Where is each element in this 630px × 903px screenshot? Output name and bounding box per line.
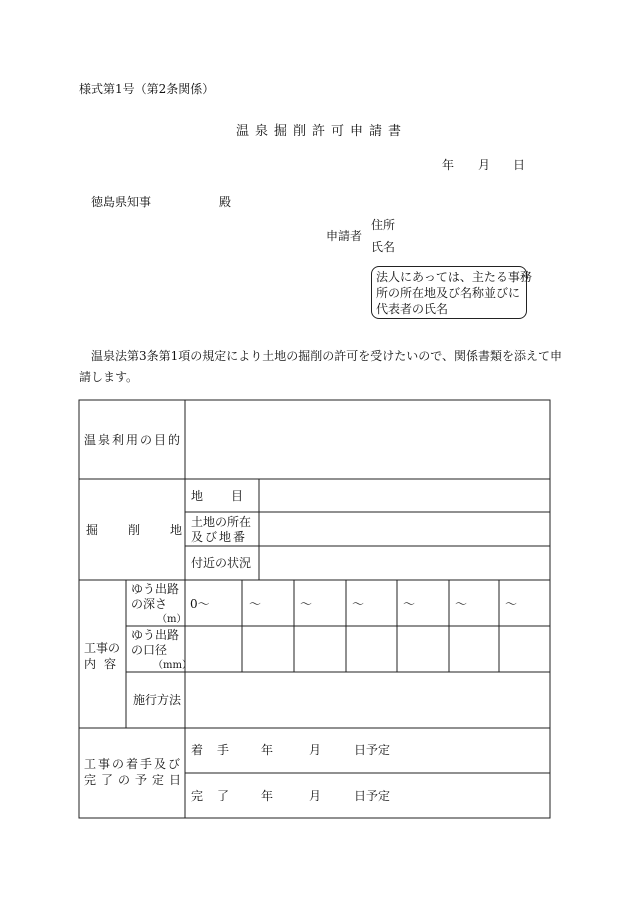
work-content-label-line-2: 内容 [84,657,125,671]
depth-label-line-2: の深さ [131,597,168,611]
start-year-label: 年 [261,743,274,757]
honorific: 殿 [219,195,232,209]
date-year-label: 年 [442,158,455,172]
location-field[interactable] [262,514,548,544]
date-month-label: 月 [478,158,491,172]
start-day-label: 日予定 [354,743,391,757]
end-year-label: 年 [261,789,274,803]
depth-range-2: 〜 [249,597,262,611]
address-label: 住所 [371,218,396,232]
depth-range-7: 〜 [505,597,518,611]
purpose-label: 温泉利用の目的 [84,433,183,447]
depth-label-line-1: ゆう出路 [131,582,180,596]
method-label: 施行方法 [133,693,182,707]
surroundings-label: 付近の状況 [191,556,252,570]
depth-range-6: 〜 [455,597,468,611]
depth-range-5: 〜 [403,597,416,611]
date-day-label: 日 [513,158,526,172]
start-month-label: 月 [309,743,322,757]
land-category-field[interactable] [262,481,548,510]
schedule-label-line-1: 工事の着手及び [84,757,183,771]
end-day-label: 日予定 [354,789,391,803]
corporate-note-line-2: 所の所在地及び名称並びに [376,286,521,300]
location-label-line-1: 土地の所在 [191,515,252,529]
schedule-label-line-2: 完了の予定日 [84,773,187,787]
land-category-label: 地目 [191,489,272,503]
purpose-field[interactable] [190,402,545,476]
location-label-line-2: 及び地番 [191,530,248,544]
corporate-note-line-1: 法人にあっては、主たる事務 [376,270,532,284]
depth-unit: （m） [157,614,187,625]
name-label: 氏名 [371,240,396,254]
depth-range-3: 〜 [300,597,313,611]
start-label: 着手 [191,743,244,757]
body-text-line-2: 請します。 [79,370,139,384]
work-content-label-line-1: 工事の [84,641,121,655]
surroundings-field[interactable] [262,548,548,578]
applicant-label: 申請者 [326,229,363,243]
diameter-label-line-2: の口径 [131,643,168,657]
end-month-label: 月 [309,789,322,803]
form-number: 様式第1号（第2条関係） [79,82,215,96]
depth-range-4: 〜 [352,597,365,611]
depth-range-1: 0〜 [190,597,210,611]
method-field[interactable] [190,675,545,725]
corporate-note-line-3: 代表者の氏名 [376,302,449,316]
diameter-unit: （mm） [153,660,192,671]
addressee: 徳島県知事 [91,195,152,209]
document-title: 温泉掘削許可申請書 [236,124,408,139]
excavation-site-label: 掘削地 [86,523,213,537]
end-label: 完了 [191,789,244,803]
body-text-line-1: 温泉法第3条第1項の規定により土地の掘削の許可を受けたいので、関係書類を添えて申 [91,349,563,363]
diameter-label-line-1: ゆう出路 [131,628,180,642]
